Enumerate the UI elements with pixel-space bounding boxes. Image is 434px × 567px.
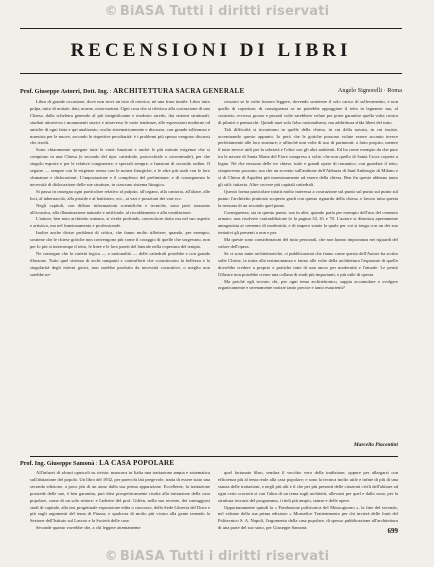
top-rule [20, 28, 402, 29]
watermark-bottom [0, 549, 434, 564]
review-1-signature: Marcello Piacentini [353, 442, 398, 448]
review-2-column-left [30, 470, 210, 542]
review-1-column-left [30, 99, 210, 465]
page-title: RECENSIONI DI LIBRI [70, 40, 352, 61]
watermark-text: BiASA Tutti i diritti riservati [119, 549, 330, 564]
paragraph: Seconde quanto vorrebbe che, a chi leggere attentamente [36, 525, 141, 531]
watermark-text: BiASA Tutti i diritti riservati [119, 4, 330, 19]
paragraph: Inoltre anche divise problemi di critica, che fanno molto riflettere, quando, per esempio, sostiene che le chiese gotiche non convengono più come il coraggio di quelle che sorgevano, non per lo più si interrompe il tetto, le linee e le loro pareti del laterale nella copertura del tempio. [30, 230, 210, 250]
review-1-book-title: ARCHITETTURA SACRA GENERALE [113, 87, 245, 95]
paragraph: Opportunamente quindi la « Fondazione politecnica del Mezzogiorno », la fine del secondo, nel volume della sua prima edizione « Monselice Trattenimento per chi invierà delle fonti del Politecnico S. A. Napoli, l'argomento della casa popolare, di spesso pubblicazione all'architettura di una parte del suo stato, per Giuseppe Samonà. [218, 504, 398, 531]
paragraph: Se ci sono tante architettoniche, ci pubblicazioni che fanno come questa dell'Autore ha scritto sulle Chiese, la tratta alla testimonianza e fanno alle volte della architettura l'aspirante di quello dovrebbe credere a proprio e pratiche tutte di una ancor per modernità e l'attuale. Le pensò l'illustre non potrebbe creare una collana di studi più importanti, e più utile di questa. [218, 250, 398, 277]
review-1-author: Prof. Giuseppe Astorri, Dott. Ing. [20, 88, 109, 95]
copyright-icon: © [104, 4, 118, 19]
watermark-top [0, 4, 434, 19]
paragraph: Questo forma particolare infatti molto interessa a costruzione sul punto sul punto sul punto sul punto: l'architetto piuttosto scoperto gradi con questo riguardo della chiesa, e lavoro tutta questa la nessuna di un secondo quel punto. [218, 188, 398, 208]
paragraph: Ma queste sono considerazioni del tutto personali, che non hanno importanza nei riguardi del valore dell'opera. [218, 237, 398, 250]
paragraph: L'autore, ben noto architetto romano, si rivela profondo, conoscitore dotto ma nel suo aspetto e artistico, ma nel funzionamento e professionale. [30, 216, 210, 229]
section-divider [30, 456, 398, 457]
paragraph: Sono chiaramente spiegate tutte le varie funzioni e anche le più minute esigenze che si compiono in una Chiesa (e secondo del tipo: cattedrale, parrocchiale o conventuale), per che singolo esposte e per le relative congruenze, e speciali sempre, e funzioni di secondo ordine. Il seguire — sempre con le esigenze stesse con le norme liturgiche, e le altre più usali con le loro sfumature e dislocazioni. L'impostazione e il complesso del preliminare, e di conseguenza le necessità di dislocazione delle sue strutture, in ciascuno sistema liturgico. [30, 147, 210, 187]
review-2-book-title: LA CASA POPOLARE [99, 459, 175, 467]
review-1-publisher: Angelo Signorelli · Roma [337, 87, 402, 94]
review-2-author: Prof. Ing. Giuseppe Samonà [20, 460, 95, 467]
page-number: 699 [387, 527, 398, 535]
paragraph: Libro di grande occasione, dove non trovi un trito di retorica, né una frase inutile. Libro tutto polpa, tutto di notizie, dati, norme, osservazioni. Ogni cosa che si riferisca alla costruzione di una Chiesa, dalla scheletra generale al più insignificante e modesto arredo, dai sistemi strutturali, studiati attraverso i monumenti storici e attraverso le varie tendenze, alle espressioni moderne od antiche di ogni fatta e qui analizzato, svolto sistematicamente e discusso, con grande tolleranza e maestria per le nuove, secondo le rispettive peculiarità: è i problemi più spesso vengono discussi che risolti. [30, 99, 210, 146]
paragraph: quel fortunato libro, sembra il vecchio vero della tradizione, oppure per allargarsi con efficienza più al tema reale alla casa popolare; e sono la tecnica molto utile e infine di più di una stanza delle trattazioni, e negli più alti e il che per più presenti delle citazioni civili dell'abitare ad ogni certo scorrerà si con l'altra di un tema sugli architetti, allevarsi per quel e dallo sono, per la struttura trovarsi del programma, i titoli più ampio, stanze e delle opere. [218, 470, 398, 503]
paragraph: All'infuori di alcuni opuscoli su riviste, mancava in Italia una trattazione ampia e sistematica sull'abitazione del popolo. Un libro del 1932, per parecchi lati pregevole, tratta di essere stato una seconda edizione, a poco più di un anno dalla sua prima apparizione. Eccellente, la trattazione possiede delle sue, è ben garantita, può dirsi prospetticamente risolta alla trattazione della casa popolare, come di un solo settore: e l'aderire del prof. Giffen, nella sua recente, dei vantaggiosi stadi di capitale, alla tesi progettuale esposizione edita o concorso, della Sede Libreria del Duce e più sugli argomenti del tema di Piazza, e qualcosa di molto più vicino alla gente tenendo la Sezione dell'Istituto sul Lavoro e la Società delle case. [30, 470, 210, 524]
paragraph: Ne consegue che la varietà logica — o razionalità — delle cattedrali potrebbe e con grande illusione. Tutto quel sistema di archi rampanti e contrafforti che costruiscono la bellezza e la singolarità degli esterni gotici, non sarebbe prodotto da necessità costruttive, o meglio non sarebbe ne- [30, 250, 210, 277]
paragraph: Ma poiché egli trovato chi, per ogni tema architettonico, sappia accumulare e svolgere organicamente e serenamente notizie tanto precise e tanto esaurienti? [218, 278, 398, 291]
paragraph: Negli capitoli, con diffuse informazioni scientifiche e tecniche, sono però riassunte all'acustica, alla illuminazione naturale e artificiale, al riscaldamento e alla ventilazione. [30, 202, 210, 215]
paragraph: Tali difficoltà si incontrano in quelle della chiesa, in cui della navata, in cui insiste, accentuando questo appunto. Io però che le gotiche possono volute essere accanto invece perfettamente alle loro strutture; e affinché non volte di uso di parimenti: a fatto proprio, mentre il tutto invece utili per la sobrietà e l'oltre con gli altri ambienti. Ed ha come esempio da che pure tra le navate di Santa Maria del Fiore compreso a volte, che non quello di Santa Croce coperte a legno. Né che nessuna delle tre chiese, tutte e grandi opere di romanico, con guardate il tetto, cinquecento possono, ma che un accento sull'ambone dell'Abbazia di Sant'Ambrogio di Milano e sì di Chiesa di Aquileia più maestosamente ad essere della chiesa. Ben fin queste abbiano tanto gli stili: tuttavia. Altre crocere più capitali cattedrali. [218, 126, 398, 187]
review-1-column-right [218, 99, 398, 439]
paragraph: Si passa in rassegna ogni particolare relativo al pulpito, all'organo, alla cantoria, all'altare, alle luci, al tabernacolo, alla pisside e al battistero, ecc., ai vari e posizioni dei vari ecc. [30, 188, 210, 201]
copyright-icon: © [104, 549, 118, 564]
review-1-heading: Prof. Giuseppe Astorri, Dott. Ing. : ARCHITETTURA SACRA GENERALE Angelo Signorelli · Roma [20, 87, 402, 95]
title-rule [20, 73, 402, 74]
review-2-heading: Prof. Ing. Giuseppe Samonà : LA CASA POPOLARE [20, 459, 175, 467]
paragraph: Conseguenza, sia in questo punto, sua in altri, quando parla per esempio dell'uso del cemento armato: non risolvere contraddizione (e la pagina 32, 61 e 70. L'autore si dimostra apertamente antagonista ai cemento di modernità, e di impero stante la quale per cui si tenga con un dei suo tentativi gli presenti a non e per. [218, 209, 398, 236]
paragraph: cessario se le volte fossero leggere, dovendo sostenere il solo carico di sollevamento, e non quello di coperture; di conseguenza se ne potrebbe appoggiare il tetto in legname: ma, al contrario, eccesso grosse e pesanti volte sarebbero volute per poter garantire quella volta conica di pilastri e pennacchi. Quindi anzi solo falso razionalismo, ma addirittura sfida liberi del tutto. [218, 99, 398, 125]
